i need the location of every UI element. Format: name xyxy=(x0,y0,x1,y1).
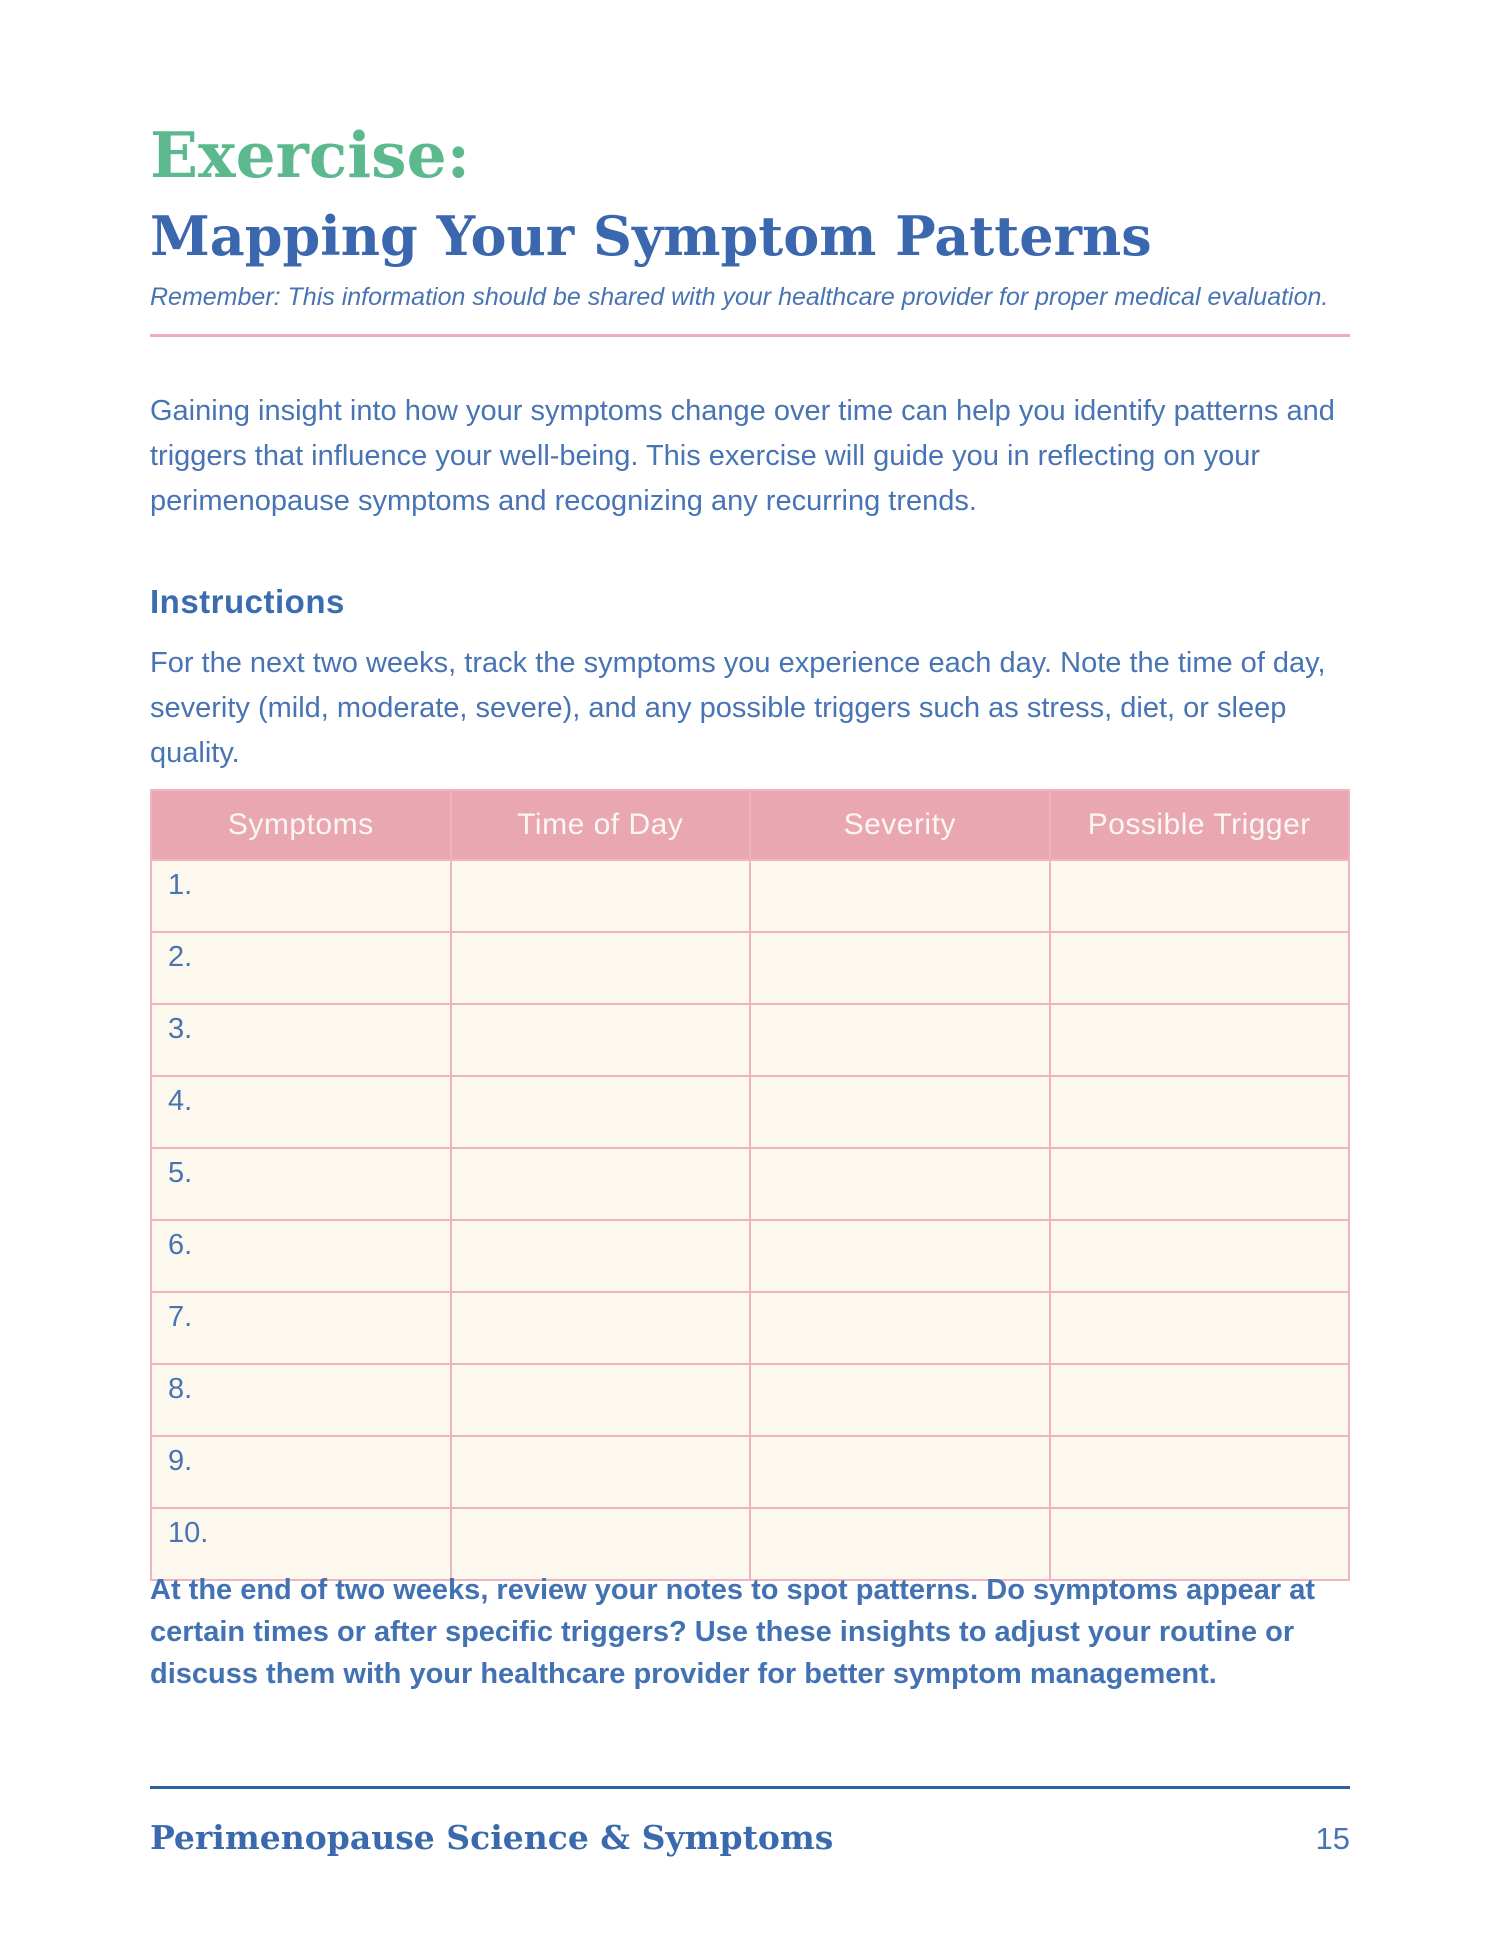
cell-severity xyxy=(1050,932,1350,1004)
page-title: Mapping Your Symptom Patterns xyxy=(150,204,1152,268)
cell-time-of-day xyxy=(750,932,1050,1004)
cell-time-of-day xyxy=(750,1364,1050,1436)
cell-time-of-day xyxy=(750,1292,1050,1364)
cell-symptom-number: 2. xyxy=(151,932,451,1004)
cell-severity xyxy=(1050,1148,1350,1220)
cell-severity xyxy=(1050,1220,1350,1292)
intro-paragraph: Gaining insight into how your symptoms change over time can help you identify patterns and triggers that influence your well-being. This exercise will guide you in reflecting on your perimenopause symptoms and recognizing any recurring trends. xyxy=(150,395,1335,517)
cell-severity xyxy=(1050,1436,1350,1508)
title-divider xyxy=(150,334,1350,337)
cell-symptom-number: 5. xyxy=(151,1148,451,1220)
cell-symptom-number: 4. xyxy=(151,1076,451,1148)
column-header-possible-trigger: Possible Trigger xyxy=(1050,790,1350,860)
cell-symptom-number: 6. xyxy=(151,1220,451,1292)
cell-severity xyxy=(1050,1076,1350,1148)
cell-symptoms xyxy=(451,1076,751,1148)
cell-symptom-number: 3. xyxy=(151,1004,451,1076)
cell-symptoms xyxy=(451,1004,751,1076)
exercise-label: Exercise: xyxy=(150,118,470,192)
instructions-heading: Instructions xyxy=(150,583,345,620)
cell-time-of-day xyxy=(750,1004,1050,1076)
symptom-tracking-table xyxy=(150,789,1350,1581)
footer-divider xyxy=(150,1786,1350,1789)
cell-symptoms xyxy=(451,932,751,1004)
table-header-row xyxy=(151,790,1349,860)
cell-symptom-number: 7. xyxy=(151,1292,451,1364)
table-row xyxy=(151,1292,1349,1364)
cell-time-of-day xyxy=(750,1076,1050,1148)
column-header-symptoms: Symptoms xyxy=(151,790,451,860)
reminder-note: Remember: This information should be shared with your healthcare provider for proper medical evaluation. xyxy=(150,283,1329,311)
table-row xyxy=(151,932,1349,1004)
cell-severity xyxy=(1050,1292,1350,1364)
table-row xyxy=(151,1076,1349,1148)
book-title: Perimenopause Science & Symptoms xyxy=(150,1818,834,1857)
cell-symptom-number: 10. xyxy=(151,1508,451,1580)
cell-symptoms xyxy=(451,1148,751,1220)
table-row xyxy=(151,1364,1349,1436)
instructions-paragraph: For the next two weeks, track the symptoms you experience each day. Note the time of day, severity (mild, moderate, severe), and any possible triggers such as stress, diet, or sleep quality. xyxy=(150,647,1326,769)
cell-symptoms xyxy=(451,1364,751,1436)
table-row xyxy=(151,1220,1349,1292)
cell-time-of-day xyxy=(750,1436,1050,1508)
cell-time-of-day xyxy=(750,1220,1050,1292)
cell-time-of-day xyxy=(750,1148,1050,1220)
cell-symptom-number: 1. xyxy=(151,860,451,932)
cell-symptoms xyxy=(451,1292,751,1364)
table-row xyxy=(151,1004,1349,1076)
table-row xyxy=(151,1436,1349,1508)
column-header-time-of-day: Time of Day xyxy=(451,790,751,860)
page-number: 15 xyxy=(1315,1821,1350,1856)
cell-symptoms xyxy=(451,860,751,932)
cell-symptoms xyxy=(451,1436,751,1508)
cell-symptom-number: 9. xyxy=(151,1436,451,1508)
cell-severity xyxy=(1050,1364,1350,1436)
table-row xyxy=(151,860,1349,932)
conclusion-paragraph: At the end of two weeks, review your notes to spot patterns. Do symptoms appear at certain times or after specific triggers? Use these insights to adjust your routine or discuss them with your healthcare provider for better symptom management. xyxy=(150,1574,1316,1690)
cell-symptom-number: 8. xyxy=(151,1364,451,1436)
cell-severity xyxy=(1050,860,1350,932)
table-row xyxy=(151,1148,1349,1220)
column-header-severity: Severity xyxy=(750,790,1050,860)
cell-time-of-day xyxy=(750,860,1050,932)
cell-severity xyxy=(1050,1004,1350,1076)
cell-symptoms xyxy=(451,1220,751,1292)
page-footer xyxy=(150,1818,1350,1857)
